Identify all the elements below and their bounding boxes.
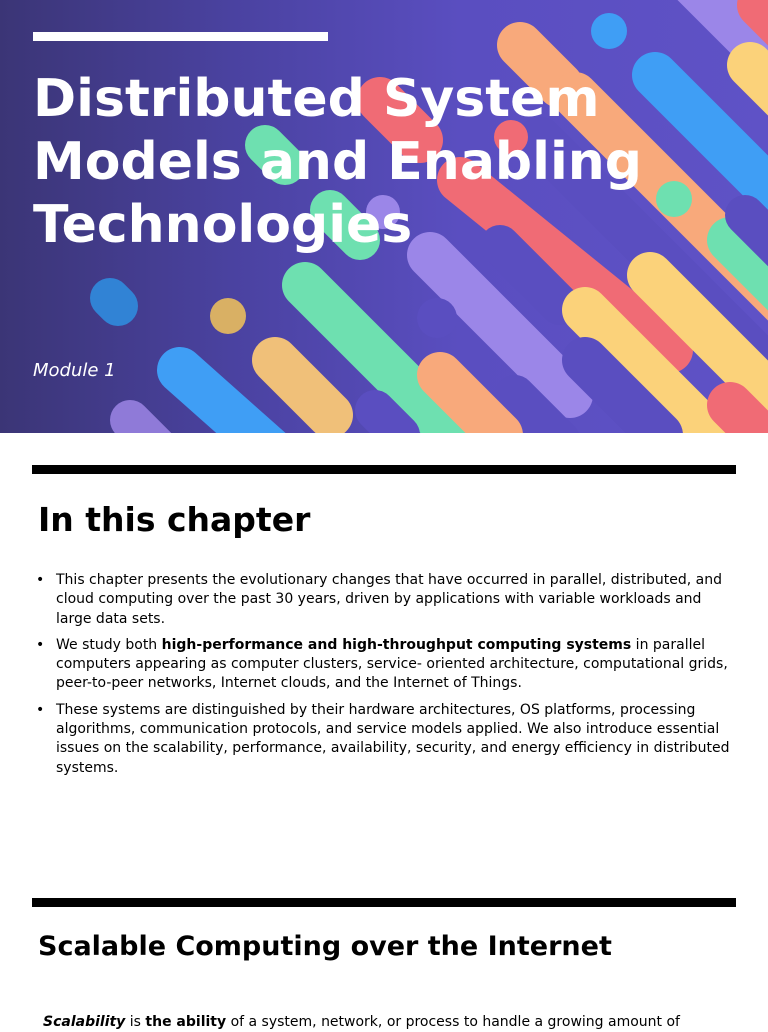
para-text: is bbox=[125, 1014, 146, 1030]
module-label: Module 1 bbox=[33, 360, 116, 381]
title-line: Distributed System bbox=[33, 69, 600, 129]
body-paragraph bbox=[43, 1013, 743, 1032]
presentation-title bbox=[33, 68, 753, 257]
list-item bbox=[36, 636, 736, 694]
bullet-bold-text: high-performance and high-throughput computing systems bbox=[161, 636, 632, 653]
list-item bbox=[36, 701, 736, 778]
section-divider bbox=[32, 465, 736, 474]
title-line: Technologies bbox=[33, 195, 413, 255]
bullet-icon: • bbox=[36, 572, 45, 588]
term-text: Scalability bbox=[43, 1014, 126, 1030]
bullet-icon: • bbox=[36, 636, 45, 653]
para-bold-text: the ability bbox=[145, 1014, 227, 1030]
para-text: of a system, network, or process to handle a growing amount of bbox=[226, 1014, 680, 1030]
title-slide bbox=[0, 0, 768, 433]
section-heading: Scalable Computing over the Internet bbox=[38, 931, 612, 962]
section-divider bbox=[32, 898, 736, 907]
bullet-list bbox=[36, 571, 736, 785]
title-accent-rule bbox=[33, 32, 328, 41]
bullet-text: This chapter presents the evolutionary changes that have occurred in parallel, distributed, and cloud computing over the past 30 years, driven by applications with variable workloads and large data sets. bbox=[56, 572, 722, 627]
title-line: Models and Enabling bbox=[33, 132, 643, 192]
bullet-text: We study both bbox=[56, 636, 162, 653]
list-item bbox=[36, 571, 736, 629]
bullet-text: These systems are distinguished by their hardware architectures, OS platforms, processing algorithms, communication protocols, and service models applied. We also introduce essential issues on the scalability, performance, availability, security, and energy efficiency in distributed systems. bbox=[56, 701, 730, 776]
bullet-text: in parallel computers appearing as computer clusters, service- oriented architecture, computational grids, peer-to-peer networks, Internet clouds, and the Internet of Things. bbox=[56, 636, 728, 692]
bullet-icon: • bbox=[36, 701, 45, 718]
section-heading: In this chapter bbox=[38, 500, 311, 539]
